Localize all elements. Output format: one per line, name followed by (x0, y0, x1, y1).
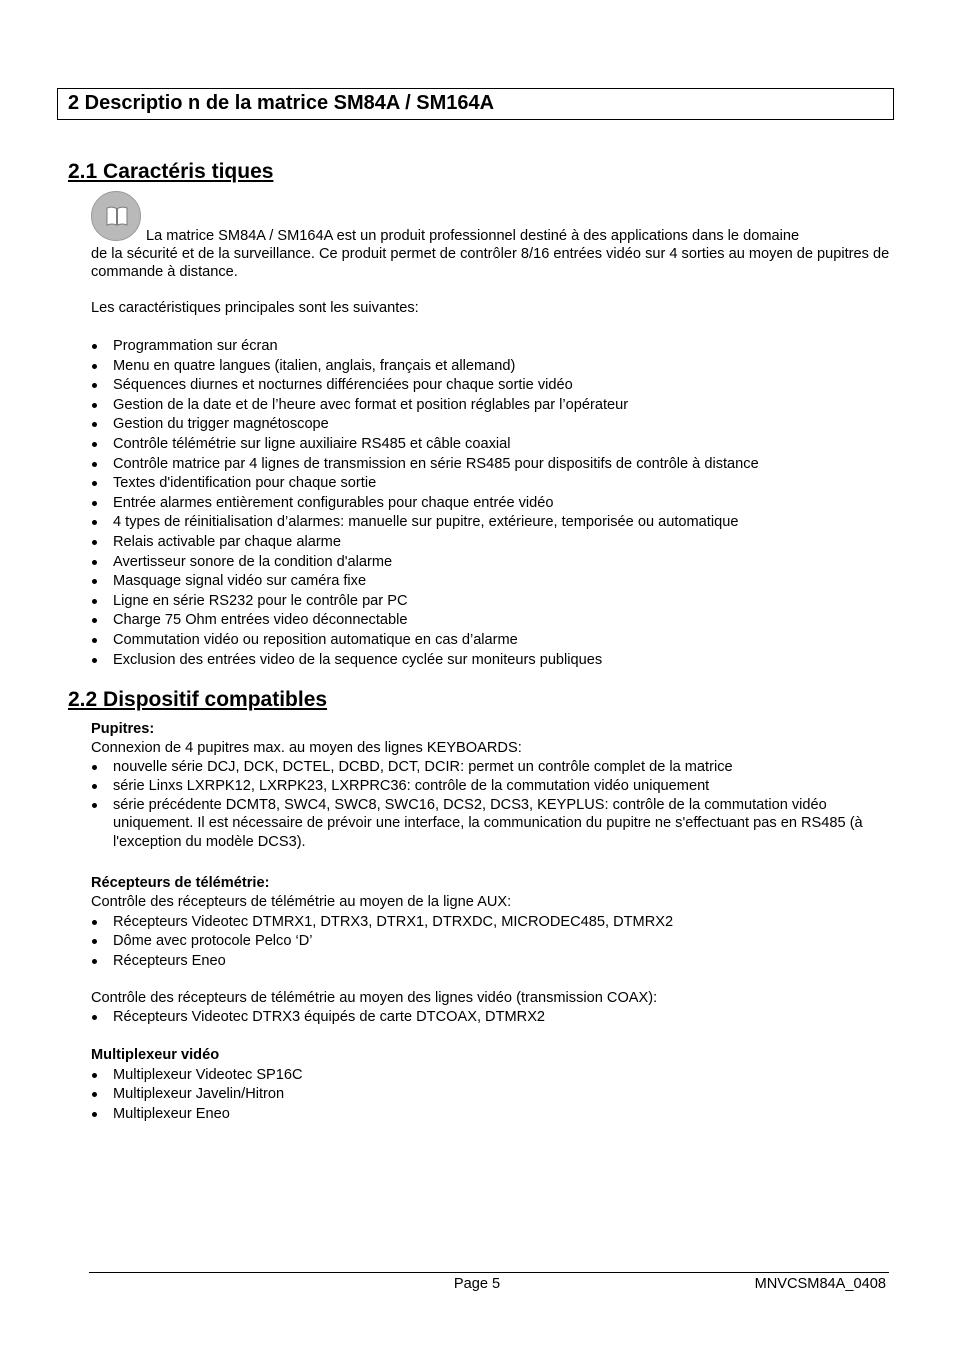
list-item: Masquage signal vidéo sur caméra fixe (91, 572, 891, 592)
features-list (91, 337, 891, 670)
chapter-title: 2 Descriptio n de la matrice SM84A / SM164A (68, 92, 495, 114)
list-item: Avertisseur sonore de la condition d'alarme (91, 553, 891, 573)
list-item: Relais activable par chaque alarme (91, 533, 891, 553)
pupitres-heading: Pupitres: (91, 721, 155, 737)
multiplexeur-list (91, 1066, 891, 1125)
multiplexeur-block (91, 1046, 891, 1124)
intro-rest: de la sécurité et de la surveillance. Ce produit permet de contrôler 8/16 entrées vidéo sur 4 sorties au moyen de pupitres de commande à distance. (91, 246, 890, 280)
list-item: Menu en quatre langues (italien, anglais, français et allemand) (91, 357, 891, 377)
list-item: Gestion de la date et de l’heure avec format et position réglables par l’opérateur (91, 396, 891, 416)
pupitres-list (91, 758, 891, 851)
recepteurs-aux-intro: Contrôle des récepteurs de télémétrie au moyen de la ligne AUX: (91, 894, 512, 911)
recepteurs-aux-list (91, 913, 891, 971)
list-item: Récepteurs Eneo (91, 952, 891, 971)
footer-document-id: MNVCSM84A_0408 (754, 1276, 886, 1292)
list-item: Récepteurs Videotec DTRX3 équipés de carte DTCOAX, DTMRX2 (91, 1008, 891, 1027)
list-item: Contrôle matrice par 4 lignes de transmission en série RS485 pour dispositifs de contrôle à distance (91, 455, 891, 475)
list-item: série précédente DCMT8, SWC4, SWC8, SWC16, DCS2, DCS3, KEYPLUS: contrôle de la commutation vidéo uniquement. Il est nécessaire de prévoir une interface, la communication du pupitre ne s'effectuant pas en RS485 (à l'exception du modèle DCS3). (91, 796, 891, 852)
list-item: Gestion du trigger magnétoscope (91, 415, 891, 435)
recepteurs-coax-list (91, 1008, 891, 1027)
list-item: Charge 75 Ohm entrées video déconnectable (91, 611, 891, 631)
list-item: Séquences diurnes et nocturnes différenciées pour chaque sortie vidéo (91, 376, 891, 396)
recepteurs-coax-block (91, 989, 891, 1028)
section-title-caracteristiques: 2.1 Caractéris tiques (68, 160, 274, 183)
list-item: 4 types de réinitialisation d’alarmes: manuelle sur pupitre, extérieure, temporisée ou automatique (91, 513, 891, 533)
list-item: nouvelle série DCJ, DCK, DCTEL, DCBD, DCT, DCIR: permet un contrôle complet de la matrice (91, 758, 891, 777)
intro-first-line: La matrice SM84A / SM164A est un produit professionnel destiné à des applications dans le domaine (146, 228, 800, 244)
list-item: Textes d'identification pour chaque sortie (91, 474, 891, 494)
footer-divider (89, 1272, 889, 1273)
multiplexeur-heading: Multiplexeur vidéo (91, 1047, 220, 1063)
recepteurs-block (91, 874, 891, 971)
list-item: Programmation sur écran (91, 337, 891, 357)
recepteurs-heading: Récepteurs de télémétrie: (91, 875, 270, 891)
section-title-dispositifs: 2.2 Dispositif compatibles (68, 688, 328, 711)
features-intro: Les caractéristiques principales sont les suivantes: (91, 300, 419, 316)
list-item: Dôme avec protocole Pelco ‘D’ (91, 932, 891, 951)
list-item: Multiplexeur Javelin/Hitron (91, 1085, 891, 1105)
chapter-heading-box (57, 88, 894, 120)
footer-page-number: Page 5 (453, 1276, 501, 1292)
list-item: Commutation vidéo ou reposition automatique en cas d’alarme (91, 631, 891, 651)
list-item: Multiplexeur Eneo (91, 1105, 891, 1125)
intro-paragraph (91, 227, 891, 281)
list-item: Multiplexeur Videotec SP16C (91, 1066, 891, 1086)
features-list-wrap (91, 337, 891, 670)
pupitres-intro: Connexion de 4 pupitres max. au moyen des lignes KEYBOARDS: (91, 740, 522, 757)
pupitres-block (91, 720, 891, 851)
recepteurs-coax-intro: Contrôle des récepteurs de télémétrie au moyen des lignes vidéo (transmission COAX): (91, 990, 658, 1006)
list-item: Récepteurs Videotec DTMRX1, DTRX3, DTRX1, DTRXDC, MICRODEC485, DTMRX2 (91, 913, 891, 932)
list-item: série Linxs LXRPK12, LXRPK23, LXRPRC36: contrôle de la commutation vidéo uniquement (91, 777, 891, 796)
list-item: Entrée alarmes entièrement configurables pour chaque entrée vidéo (91, 494, 891, 514)
list-item: Exclusion des entrées video de la sequence cyclée sur moniteurs publiques (91, 651, 891, 671)
list-item: Ligne en série RS232 pour le contrôle par PC (91, 592, 891, 612)
list-item: Contrôle télémétrie sur ligne auxiliaire RS485 et câble coaxial (91, 435, 891, 455)
